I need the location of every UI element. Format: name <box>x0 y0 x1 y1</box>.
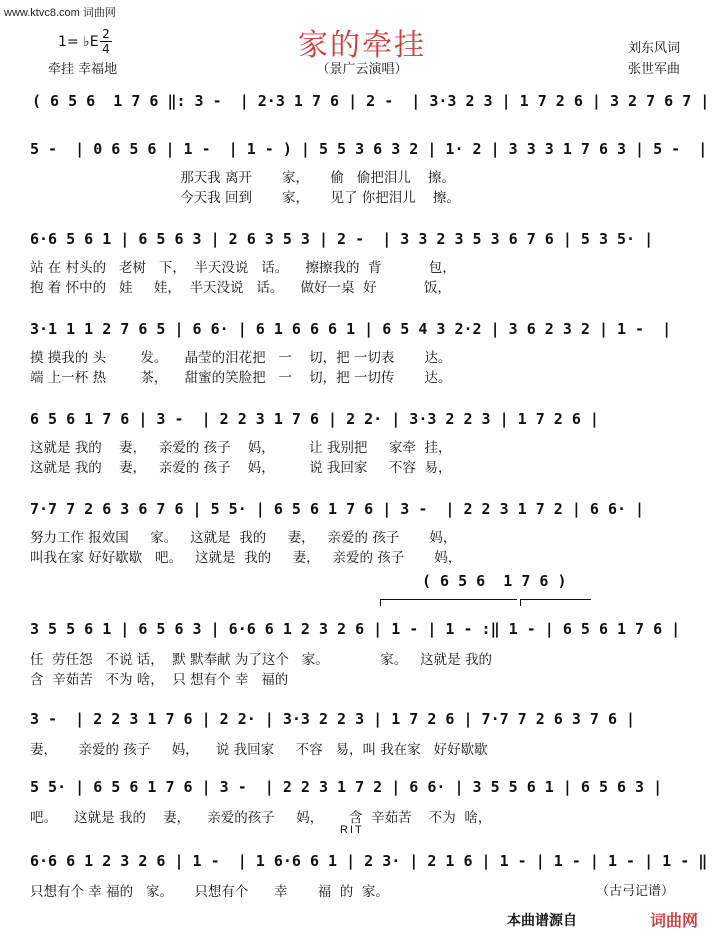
site-watermark: www.ktvc8.com 词曲网 <box>4 7 116 19</box>
expression-marking: 牵挂 幸福地 <box>48 62 118 77</box>
notation-row: 7·7 7 2 6 3 6 7 6 | 5 5· | 6 5 6 1 7 6 | 3 - | 2 2 3 1 7 2 | 6 6· | <box>30 500 645 518</box>
site-logo[interactable]: 词曲网 <box>650 911 699 930</box>
notation-row: 3·1 1 1 2 7 6 5 | 6 6· | 6 1 6 6 6 1 | 6 5 4 3 2·2 | 3 6 2 3 2 | 1 - | <box>30 320 672 338</box>
ritardando-marking: RIT <box>340 824 364 836</box>
lyric-verse-2: 叫我在家 好好歇歇 吧。 这就是 我的 妻， 亲爱的 孩子 妈， <box>30 550 462 566</box>
lyric-verse-2: 这就是 我的 妻， 亲爱的 孩子 妈， 说 我回家 不容 易， <box>30 460 452 476</box>
meter-top: 2 <box>102 27 110 41</box>
lyric-verse-1: 这就是 我的 妻， 亲爱的 孩子 妈， 让 我别把 家牵 挂， <box>30 440 452 456</box>
notation-row: 6·6 5 6 1 | 6 5 6 3 | 2 6 3 5 3 | 2 - | 3 3 2 3 5 3 6 7 6 | 5 3 5· | <box>30 230 654 248</box>
second-ending-bracket <box>520 599 591 606</box>
key-signature: 1= ♭E <box>58 34 99 50</box>
lyric-verse-1: 摸 摸我的 头 发。 晶莹的泪花把 一 切，把 一切表 达。 <box>30 350 452 366</box>
first-ending-bracket <box>380 599 517 606</box>
lyric-verse-1: 吧。 这就是 我的 妻， 亲爱的孩子 妈， 含 辛茹苦 不为 啥， <box>30 810 492 826</box>
lyricist-credit: 刘东风词 <box>628 41 681 56</box>
lyric-verse-1: 任 劳任怨 不说 话， 默 默奉献 为了这个 家。 家。 这就是 我的 <box>30 652 492 668</box>
transcriber-credit: （古弓记谱） <box>596 884 675 899</box>
lyric-verse-2: 抱 着 怀中的 娃 娃， 半天没说 话。 做好一桌 好 饭， <box>30 280 451 296</box>
notation-row: 3 5 5 6 1 | 6 5 6 3 | 6·6 6 1 2 3 2 6 | 1 - | 1 - :‖ 1 - | 6 5 6 1 7 6 | <box>30 620 681 638</box>
lyric-verse-1: 只想有个 幸 福的 家。 只想有个 幸 福 的 家。 <box>30 884 389 900</box>
lyric-verse-2: 端 上一杯 热 茶， 甜蜜的笑脸把 一 切，把 一切传 达。 <box>30 370 452 386</box>
lyric-verse-2: 今天我 回到 家， 见了 你把泪儿 擦。 <box>30 190 460 206</box>
lyric-verse-2: 含 辛茹苦 不为 啥， 只 想有个 幸 福的 <box>30 672 289 688</box>
notation-row: 6 5 6 1 7 6 | 3 - | 2 2 3 1 7 6 | 2 2· | 3·3 2 2 3 | 1 7 2 6 | <box>30 410 599 428</box>
lyric-verse-1: 努力工作 报效国 家。 这就是 我的 妻， 亲爱的 孩子 妈， <box>30 530 457 546</box>
song-title: 家的牵挂 <box>298 28 426 63</box>
performer-credit: （景广云演唱） <box>316 62 408 77</box>
notation-row: 6·6 6 1 2 3 2 6 | 1 - | 1 6·6 6 1 | 2 3· | 2 1 6 | 1 - | 1 - | 1 - | 1 - ‖ <box>30 852 708 870</box>
lyric-verse-1: 妻， 亲爱的 孩子 妈， 说 我回家 不容 易，叫 我在家 好好歇歇 <box>30 742 488 758</box>
time-signature <box>100 28 112 55</box>
bracketed-interlude: ( 6 5 6 1 7 6 ) <box>422 572 567 590</box>
composer-credit: 张世军曲 <box>628 62 681 77</box>
notation-row: 5 5· | 6 5 6 1 7 6 | 3 - | 2 2 3 1 7 2 | 6 6· | 3 5 5 6 1 | 6 5 6 3 | <box>30 778 663 796</box>
notation-row: 3 - | 2 2 3 1 7 6 | 2 2· | 3·3 2 2 3 | 1 7 2 6 | 7·7 7 2 6 3 7 6 | <box>30 710 636 728</box>
footer-source-label: 本曲谱源自 <box>507 913 577 929</box>
lyric-verse-1: 站 在 村头的 老树 下， 半天没说 话。 擦擦我的 背 包， <box>30 260 456 276</box>
lyric-verse-1: 那天我 离开 家， 偷 偷把泪儿 擦。 <box>30 170 456 186</box>
notation-row: ( 6 5 6 1 7 6 ‖: 3 - | 2·3 1 7 6 | 2 - | 3·3 2 3 | 1 7 2 6 | 3 2 7 6 7 | <box>32 92 710 110</box>
meter-bottom: 4 <box>102 42 110 56</box>
notation-row: 5 - | 0 6 5 6 | 1 - | 1 - ) | 5 5 3 6 3 2 | 1· 2 | 3 3 3 1 7 6 3 | 5 - | <box>30 140 708 158</box>
